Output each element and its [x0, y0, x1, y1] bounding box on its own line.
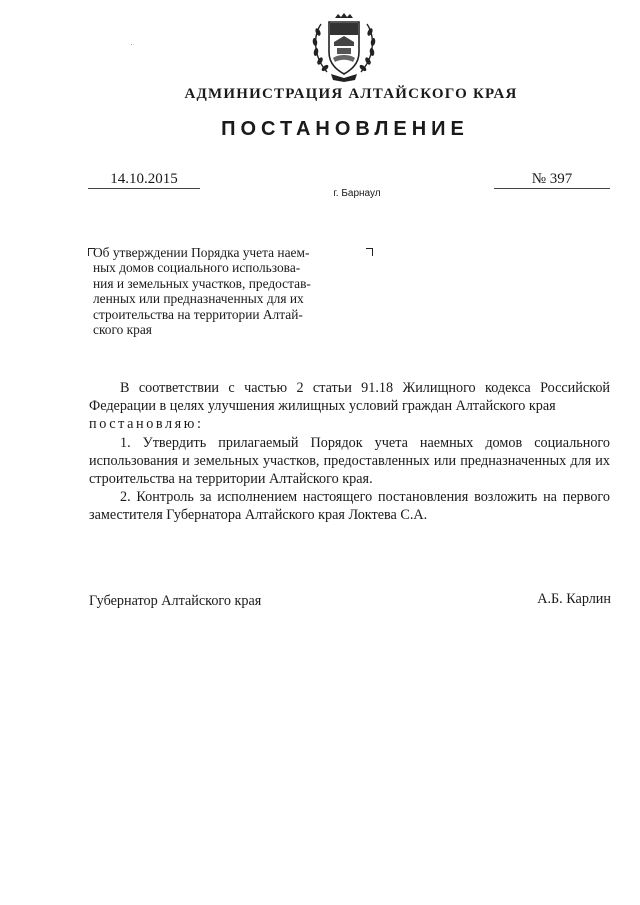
agency-name: АДМИНИСТРАЦИЯ АЛТАЙСКОГО КРАЯ [184, 86, 518, 102]
signer-name: А.Б. Карлин [537, 591, 611, 607]
subject-line: ных домов социального использова- [93, 260, 301, 276]
subject-line: ленных или предназначенных для их [93, 291, 304, 307]
document-subject [93, 245, 367, 337]
item-1-paragraph: 1. Утвердить прилагаемый Порядок учета наемных домов социального использования и земельных участков, предоставленных или предназначенных для их строительства на территории Алтайского края. [89, 434, 610, 488]
altai-krai-coat-of-arms-icon [307, 12, 381, 82]
preamble-paragraph: В соответствии с частью 2 статьи 91.18 Жилищного кодекса Российской Федерации в целях улучшения жилищных условий граждан Алтайского края [89, 380, 610, 415]
decree-word: постановляю: [89, 416, 204, 433]
document-type-title: ПОСТАНОВЛЕНИЕ [221, 118, 469, 140]
subject-corner-mark-right [366, 248, 373, 256]
item-2-paragraph: 2. Контроль за исполнением настоящего постановления возложить на первого заместителя Губернатора Алтайского края Локтева С.А. [89, 489, 610, 524]
subject-line: строительства на территории Алтай- [93, 306, 303, 322]
document-date: 14.10.2015 [88, 170, 200, 189]
document-body [89, 379, 610, 525]
document-number: № 397 [494, 170, 610, 189]
subject-line: ского края [93, 322, 152, 338]
subject-line: ния и земельных участков, предостав- [93, 275, 311, 291]
subject-line: Об утверждении Порядка учета наем- [93, 245, 310, 260]
signer-title: Губернатор Алтайского края [89, 593, 262, 609]
document-place: г. Барнаул [333, 188, 381, 199]
scan-speck [131, 44, 132, 45]
